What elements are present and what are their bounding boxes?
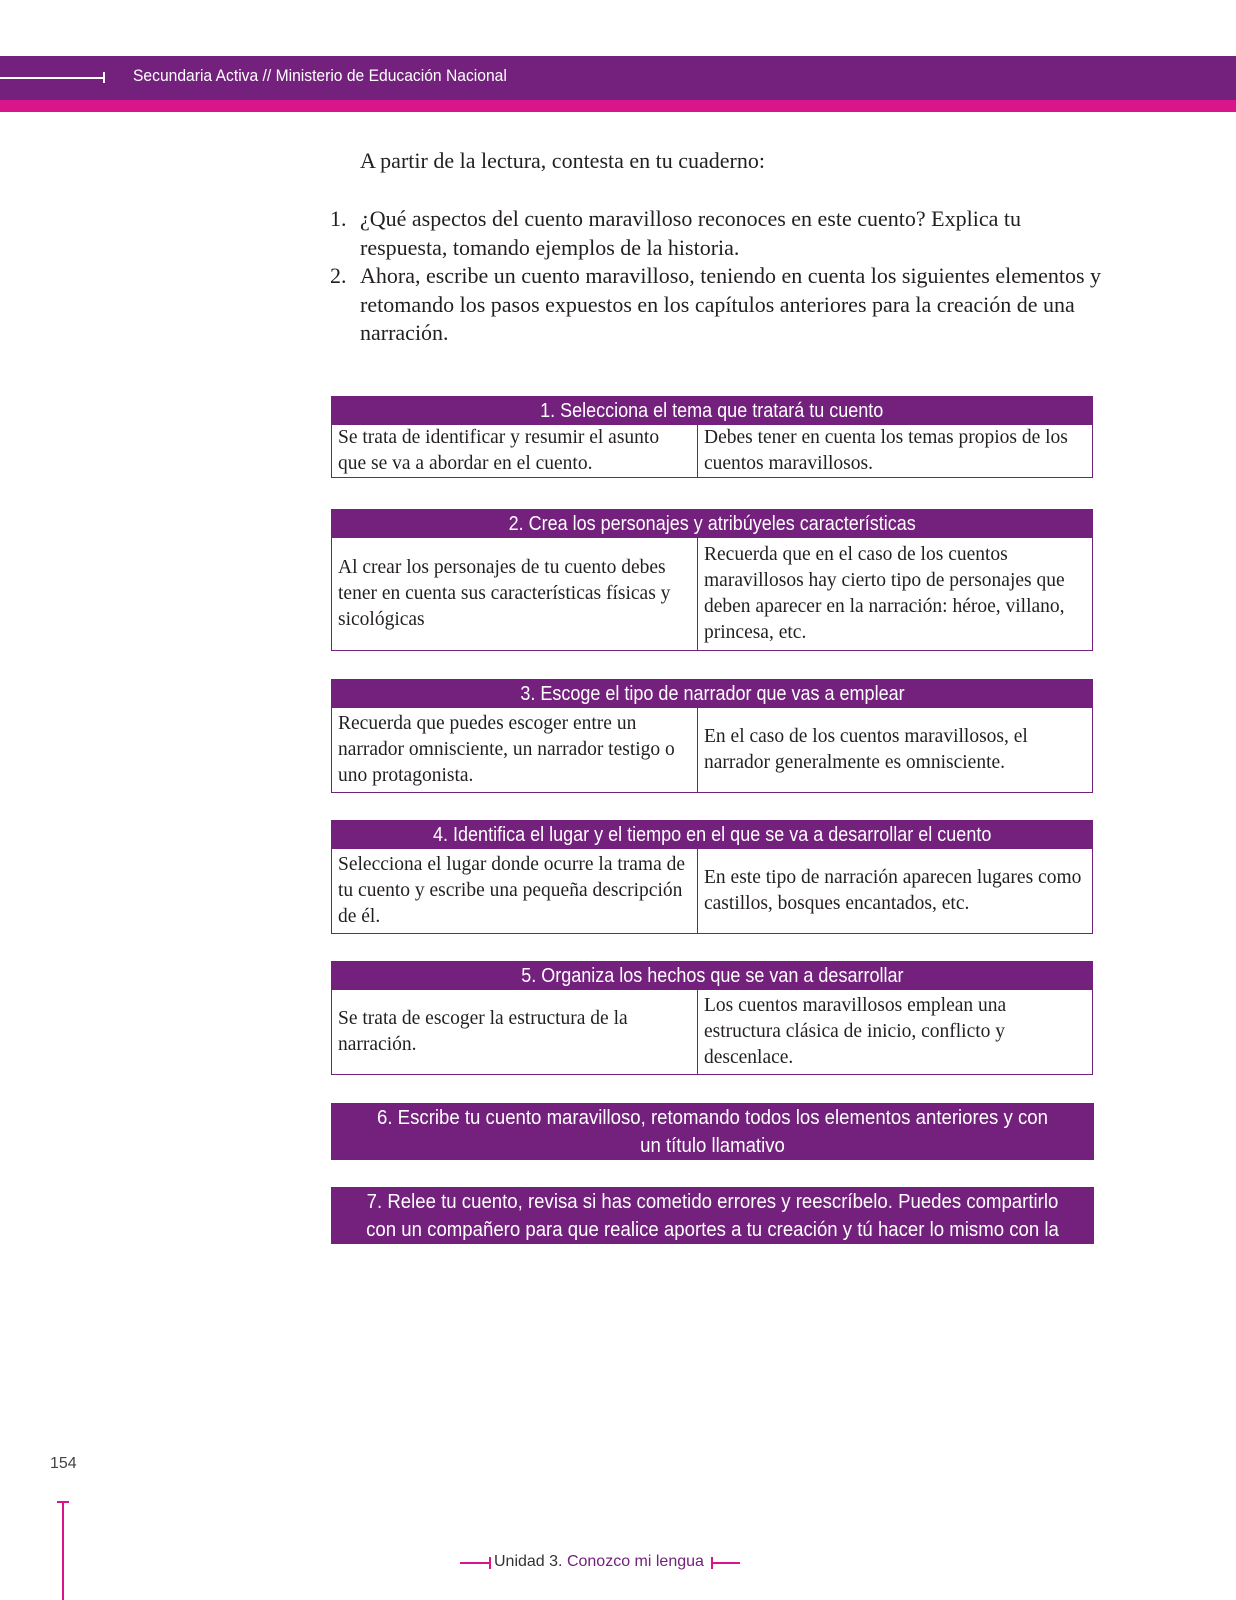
step-box (331, 396, 1093, 478)
question-list (330, 205, 1110, 348)
footer-unit-name: Conozco mi lengua (566, 1553, 704, 1570)
step-heading: 3. Escoge el tipo de narrador que vas a emplear (332, 680, 1092, 708)
step-left-cell: Se trata de identificar y resumir el asunto que se va a abordar en el cuento. (332, 425, 698, 477)
step-7-text: 7. Relee tu cuento, revisa si has cometido errores y reescríbelo. Puedes compartirlo con un compañero para que realice aportes a tu creación y tú hacer lo mismo con la suya. (366, 1191, 1059, 1268)
question-text: ¿Qué aspectos del cuento maravilloso reconoces en este cuento? Explica tu respuesta, tomando ejemplos de la historia. (360, 206, 1021, 260)
question-text: Ahora, escribe un cuento maravilloso, teniendo en cuenta los siguientes elementos y retomando los pasos expuestos en los capítulos anteriores para la creación de una narración. (360, 263, 1102, 345)
page-number: 154 (50, 1455, 77, 1472)
step-heading: 2. Crea los personajes y atribúyeles características (332, 510, 1092, 538)
step-box (331, 679, 1093, 793)
step-right-cell: Recuerda que en el caso de los cuentos maravillosos hay cierto tipo de personajes que deben aparecer en la narración: héroe, villano, princesa, etc. (704, 544, 1065, 643)
step-heading: 5. Organiza los hechos que se van a desarrollar (332, 962, 1092, 990)
question-number: 2. (330, 263, 347, 288)
footer-rule-right (711, 1562, 740, 1564)
footer-rule-left-tick (489, 1557, 491, 1569)
step-body (332, 849, 1092, 933)
step-box (331, 961, 1093, 1075)
step-right-cell: En este tipo de narración aparecen lugares como castillos, bosques encantados, etc. (704, 867, 1082, 914)
footer-text (494, 1553, 704, 1571)
step-7-banner (331, 1187, 1094, 1268)
step-body (332, 538, 1092, 650)
step-right-cell: En el caso de los cuentos maravillosos, el narrador generalmente es omnisciente. (704, 726, 1028, 773)
step-left-cell: Selecciona el lugar donde ocurre la trama de tu cuento y escribe una pequeña descripción de él. (332, 849, 698, 933)
question-number: 1. (330, 206, 347, 231)
step-right-cell: Debes tener en cuenta los temas propios de los cuentos maravillosos. (704, 427, 1068, 474)
header-accent-stripe (0, 100, 1236, 112)
question-item (330, 262, 1110, 348)
side-rule (62, 1501, 64, 1600)
header-rule (0, 77, 104, 79)
step-body (332, 708, 1092, 792)
header-title: Secundaria Activa // Ministerio de Educación Nacional (133, 66, 507, 85)
step-heading: 1. Selecciona el tema que tratará tu cuento (332, 397, 1092, 425)
question-item (330, 205, 1110, 262)
footer-unit: Unidad 3. (494, 1553, 563, 1570)
step-box (331, 509, 1093, 651)
step-left-cell: Recuerda que puedes escoger entre un narrador omnisciente, un narrador testigo o uno protagonista. (332, 708, 698, 792)
step-body (332, 425, 1092, 477)
step-left-cell: Al crear los personajes de tu cuento debes tener en cuenta sus características físicas y sicológicas (332, 538, 698, 650)
step-body (332, 990, 1092, 1074)
step-right-cell: Los cuentos maravillosos emplean una estructura clásica de inicio, conflicto y descenlace. (704, 995, 1007, 1068)
step-6-text: 6. Escribe tu cuento maravilloso, retomando todos los elementos anteriores y con un título llamativo (377, 1107, 1048, 1157)
step-heading: 4. Identifica el lugar y el tiempo en el que se va a desarrollar el cuento (332, 821, 1092, 849)
step-6-banner (331, 1103, 1094, 1160)
step-box (331, 820, 1093, 934)
header-rule-tick (103, 72, 105, 83)
intro-text: A partir de la lectura, contesta en tu cuaderno: (360, 148, 765, 173)
step-left-cell: Se trata de escoger la estructura de la narración. (332, 990, 698, 1074)
footer-rule-left (460, 1562, 491, 1564)
